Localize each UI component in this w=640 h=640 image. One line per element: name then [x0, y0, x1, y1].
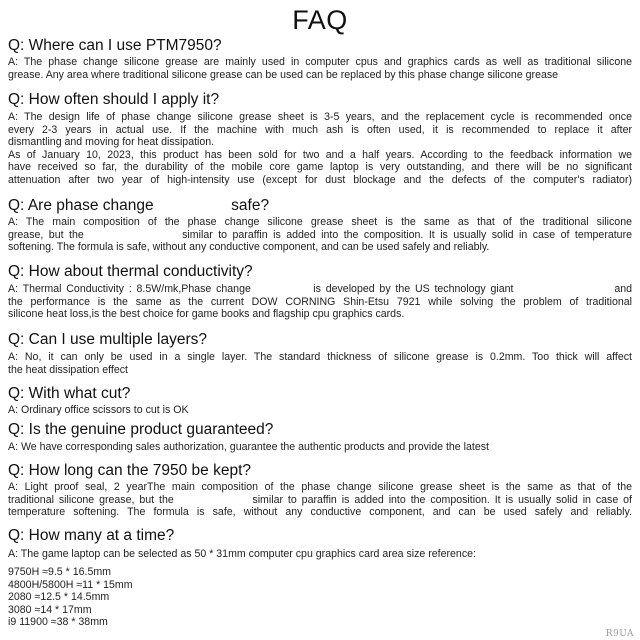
answer-cut [8, 404, 632, 417]
answer-line: A: Ordinary office scissors to cut is OK [8, 404, 189, 416]
question-thermal-conductivity: Q: How about thermal conductivity? [8, 263, 253, 280]
answer-how-many [8, 548, 632, 561]
answer-line: temperature softening. The formula is safe, without any conductive component, and can be used safely and reliably. [8, 506, 632, 519]
answer-line: dismantling and moving for heat dissipation. [8, 136, 215, 149]
answer-how-long-kept [8, 481, 632, 519]
answer-line: A: We have corresponding sales authorization, guarantee the authentic products and provide the latest [8, 441, 489, 453]
question-cut: Q: With what cut? [8, 385, 131, 402]
question-where-use: Q: Where can I use PTM7950? [8, 37, 222, 54]
size-reference-list [8, 566, 308, 629]
answer-how-often [8, 111, 632, 187]
answer-line: grease, but the similar to paraffin is added into the composition. It is usually solid in case of temperature [8, 228, 632, 241]
question-how-often: Q: How often should I apply it? [8, 91, 220, 108]
answer-safe [8, 216, 632, 254]
size-reference-item: 2080 ≈12.5 * 14.5mm [8, 591, 110, 604]
answer-line: A: The main composition of the phase change silicone grease sheet is the same as that of the traditional silicone [8, 216, 632, 228]
question-safe: Q: Are phase change safe? [8, 197, 270, 214]
answer-where-use [8, 56, 632, 81]
answer-line: A: The design life of phase change silicone grease sheet is 3-5 years, and the replacement cycle is recommended once [8, 111, 632, 123]
answer-genuine [8, 441, 632, 454]
answer-line: A: The phase change silicone grease are mainly used in computer cpus and graphics cards as well as traditional silicone [8, 56, 632, 68]
size-reference-item: 3080 ≈14 * 17mm [8, 603, 92, 616]
answer-line: A: No, it can only be used in a single layer. The standard thickness of silicone grease is 0.2mm. Too thick will affect [8, 351, 632, 363]
answer-line: silicone heat loss,is the best choice for game books and flagship cpu graphics cards. [8, 308, 405, 321]
answer-line: the performance is the same as the current DOW CORNING Shin-Etsu 7921 while solving the problem of traditional [8, 295, 632, 308]
size-reference-item: i9 11900 ≈38 * 38mm [8, 616, 108, 629]
answer-line: attenuation after two year of high-intensity use (except for dust blockage and the defects of the computer's radiator) [8, 173, 632, 186]
question-genuine: Q: Is the genuine product guaranteed? [8, 421, 274, 438]
question-multiple-layers: Q: Can I use multiple layers? [8, 331, 208, 348]
answer-line: traditional silicone grease, but the similar to paraffin is added into the composition. It is usually solid in case of [8, 493, 632, 506]
answer-line: every 2-3 years in actual use. If the machine with much ash is often used, it is recommended to replace it after [8, 123, 632, 136]
size-reference-item: 9750H ≈9.5 * 16.5mm [8, 566, 111, 578]
answer-line: A: The game laptop can be selected as 50 * 31mm computer cpu graphics card area size reference: [8, 548, 476, 560]
answer-thermal-conductivity [8, 283, 632, 321]
answer-line: A: Thermal Conductivity : 8.5W/mk,Phase change is developed by the US technology giant and [8, 283, 632, 295]
answer-line: As of January 10, 2023, this product has been sold for two and a half years. According to the feedback information we [8, 148, 632, 161]
answer-line: A: Light proof seal, 2 yearThe main composition of the phase change silicone grease sheet is the same as that of the [8, 481, 632, 493]
answer-line: the heat dissipation effect [8, 363, 128, 376]
question-how-many: Q: How many at a time? [8, 527, 175, 544]
answer-line: have received so far, the durability of the mobile core game laptop is very outstanding, and there will be no significant [8, 161, 632, 174]
answer-line: softening. The formula is safe, without any conductive component, and can be used safely and reliably. [8, 241, 490, 254]
watermark: R9UA [605, 629, 634, 639]
question-how-long-kept: Q: How long can the 7950 be kept? [8, 462, 251, 479]
page-title: FAQ [292, 5, 348, 35]
size-reference-item: 4800H/5800H ≈11 * 15mm [8, 578, 133, 591]
answer-multiple-layers [8, 351, 632, 376]
answer-line: grease. Any area where traditional silicone grease can be used can be replaced by this phase change silicone grease [8, 68, 559, 81]
